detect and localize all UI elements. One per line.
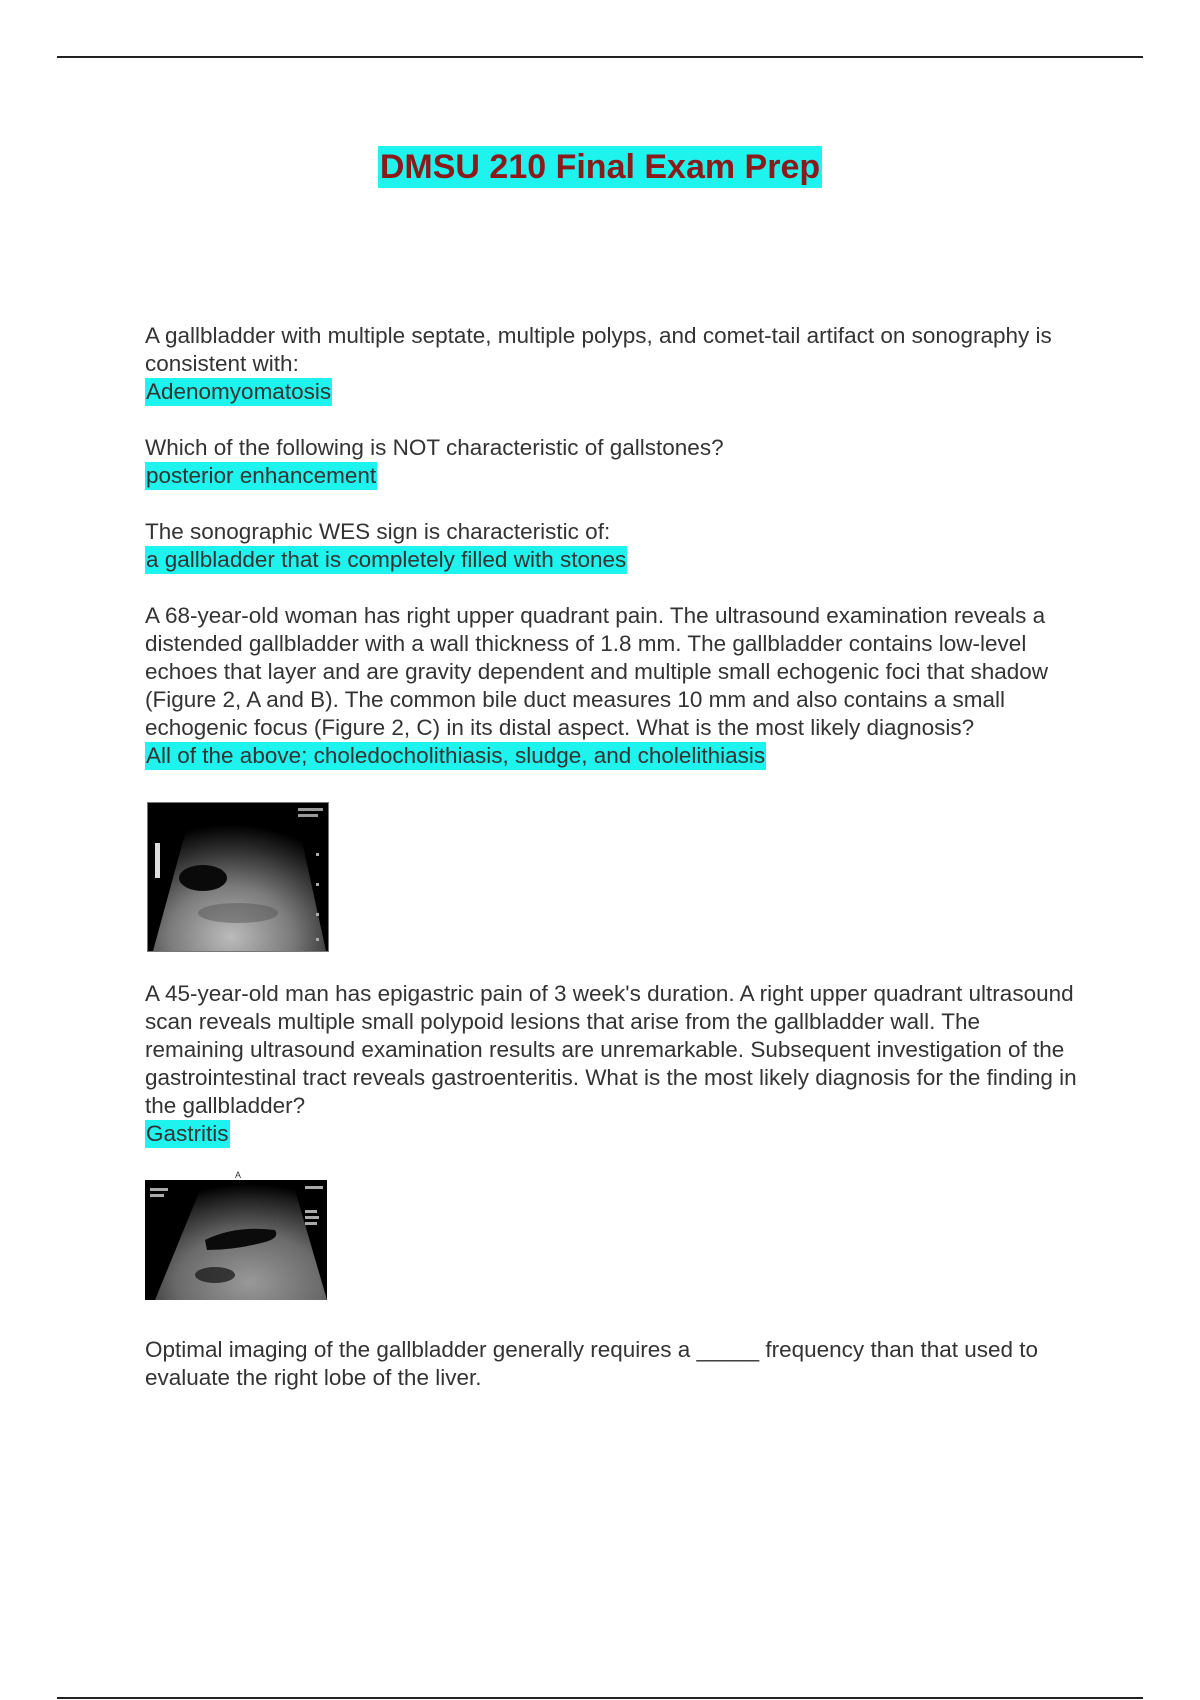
question-text: Optimal imaging of the gallbladder generally requires a _____ frequency than that used to evaluate the right lobe of the liver. — [145, 1337, 1039, 1390]
question-block-2 — [145, 434, 1085, 490]
title-container — [0, 146, 1200, 188]
question-text: A 45-year-old man has epigastric pain of 3 week's duration. A right upper quadrant ultrasound scan reveals multiple small polypoid lesions that arise from the gallbladder wall. The remaining ultrasound examination results are unremarkable. Subsequent investigation of the gastrointestinal tract reveals gastroenteritis. What is the most likely diagnosis for the finding in the gallbladder? — [145, 981, 1077, 1118]
figure-label: A — [235, 1170, 242, 1180]
question-block-5 — [145, 980, 1085, 1310]
ultrasound-scan-graphic — [148, 803, 328, 951]
document-body — [145, 322, 1085, 1420]
ultrasound-image-2 — [145, 1180, 327, 1300]
question-block-6 — [145, 1336, 1085, 1392]
question-block-1 — [145, 322, 1085, 406]
highlighted-answer: posterior enhancement — [146, 463, 377, 488]
header-rule — [57, 56, 1143, 58]
question-text: A gallbladder with multiple septate, multiple polyps, and comet-tail artifact on sonography is consistent with: — [145, 323, 1052, 376]
question-text: The sonographic WES sign is characteristic of: — [145, 519, 611, 544]
footer-rule — [57, 1697, 1143, 1699]
ultrasound-scan-graphic — [145, 1180, 327, 1300]
highlighted-answer: All of the above; choledocholithiasis, sludge, and cholelithiasis — [146, 743, 766, 768]
figure-caption-line — [145, 1300, 1085, 1310]
highlighted-answer: Gastritis — [146, 1121, 229, 1146]
question-block-3 — [145, 518, 1085, 574]
highlighted-answer: a gallbladder that is completely filled with stones — [146, 547, 627, 572]
document-title: DMSU 210 Final Exam Prep — [379, 148, 821, 186]
question-text: Which of the following is NOT characteristic of gallstones? — [145, 435, 724, 460]
question-block-4 — [145, 602, 1085, 952]
ultrasound-image-1 — [147, 802, 329, 952]
question-text: A 68-year-old woman has right upper quadrant pain. The ultrasound examination reveals a distended gallbladder with a wall thickness of 1.8 mm. The gallbladder contains low-level echoes that layer and are gravity dependent and multiple small echogenic foci that shadow (Figure 2, A and B). The common bile duct measures 10 mm and also contains a small echogenic focus (Figure 2, C) in its distal aspect. What is the most likely diagnosis? — [145, 603, 1049, 740]
highlighted-answer: Adenomyomatosis — [146, 379, 332, 404]
